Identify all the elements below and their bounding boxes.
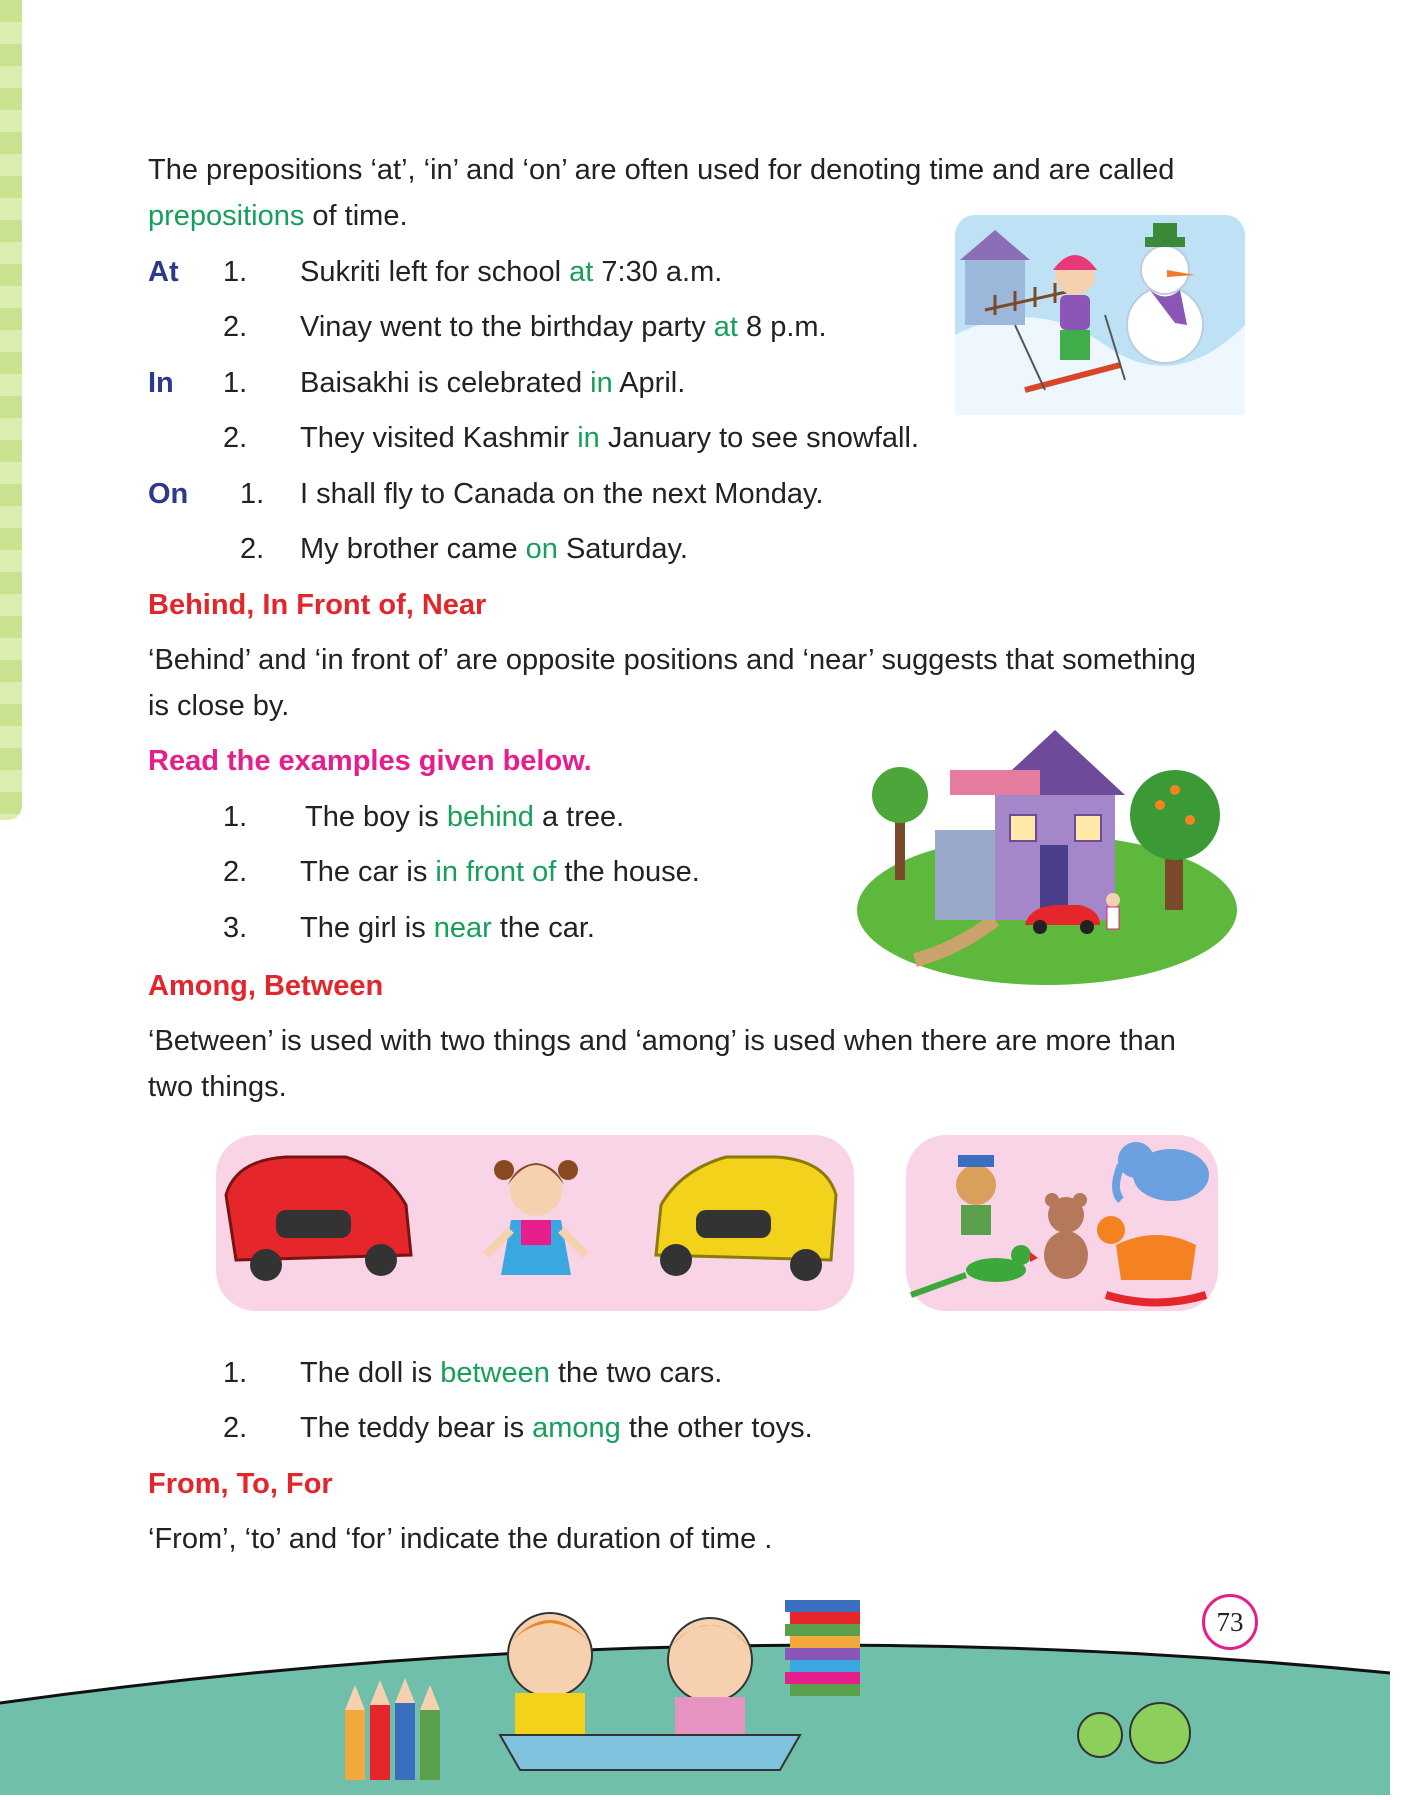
- list-item: They visited Kashmir in January to see snowfall.: [300, 422, 919, 454]
- among-line-2: two things.: [148, 1071, 287, 1103]
- behind-line-1: ‘Behind’ and ‘in front of’ are opposite positions and ‘near’ suggests that something: [148, 644, 1196, 676]
- among-line-1: ‘Between’ is used with two things and ‘among’ is used when there are more than: [148, 1025, 1176, 1057]
- term-highlight: prepositions: [148, 200, 305, 232]
- list-number: 2.: [223, 311, 248, 343]
- list-item: The doll is between the two cars.: [300, 1357, 723, 1389]
- book-stack: [785, 1600, 860, 1696]
- intro-line-2: prepositions of time.: [148, 200, 408, 232]
- from-line-1: ‘From’, ‘to’ and ‘for’ indicate the duration of time .: [148, 1523, 773, 1555]
- list-item: Sukriti left for school at 7:30 a.m.: [300, 256, 723, 288]
- label-in: In: [148, 367, 174, 399]
- list-number: 2.: [223, 1412, 248, 1444]
- list-number: 1.: [223, 801, 248, 833]
- list-number: 3.: [223, 912, 248, 944]
- list-number: 2.: [223, 856, 248, 888]
- heading-among: Among, Between: [148, 970, 384, 1002]
- list-item: Baisakhi is celebrated in April.: [300, 367, 686, 399]
- subheading-examples: Read the examples given below.: [148, 745, 592, 777]
- list-item: I shall fly to Canada on the next Monday.: [300, 478, 824, 510]
- list-number: 1.: [223, 367, 248, 399]
- page-number: 73: [1202, 1594, 1258, 1650]
- list-item: Vinay went to the birthday party at 8 p.m.: [300, 311, 827, 343]
- label-on: On: [148, 478, 189, 510]
- list-number: 1.: [223, 1357, 248, 1389]
- heading-behind: Behind, In Front of, Near: [148, 589, 487, 621]
- list-item: My brother came on Saturday.: [300, 533, 688, 565]
- label-at: At: [148, 256, 179, 288]
- boy: [508, 1613, 592, 1738]
- side-decoration: [0, 0, 22, 820]
- hat-toy: [956, 1155, 996, 1235]
- intro-line-1: The prepositions ‘at’, ‘in’ and ‘on’ are often used for denoting time and are called: [148, 154, 1175, 186]
- list-item: The car is in front of the house.: [300, 856, 700, 888]
- skiing-girl-illustration: [955, 215, 1245, 415]
- list-item: The girl is near the car.: [300, 912, 595, 944]
- behind-line-2: is close by.: [148, 690, 290, 722]
- list-item: The boy is behind a tree.: [305, 801, 625, 833]
- girl: [668, 1618, 752, 1742]
- list-number: 1.: [240, 478, 265, 510]
- list-number: 1.: [223, 256, 248, 288]
- list-item: The teddy bear is among the other toys.: [300, 1412, 813, 1444]
- list-number: 2.: [223, 422, 248, 454]
- list-number: 2.: [240, 533, 265, 565]
- toys-illustration: [906, 1130, 1226, 1311]
- house-illustration: [855, 720, 1240, 985]
- heading-from: From, To, For: [148, 1468, 333, 1500]
- cars-doll-illustration: [216, 1135, 854, 1311]
